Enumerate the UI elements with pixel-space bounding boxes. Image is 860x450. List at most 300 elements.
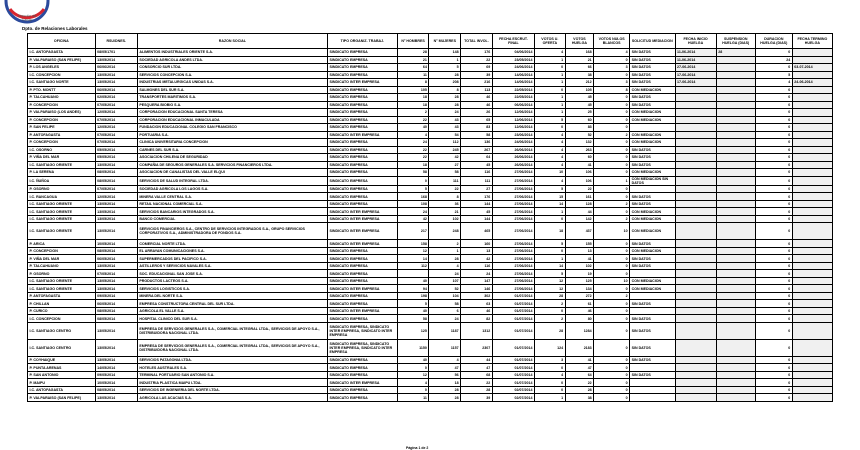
cell-tipo-organiz: SINDICATO INTER EMPRESA	[328, 208, 398, 216]
cell-tipo-organiz: SINDICATO EMPRESA	[328, 161, 398, 169]
cell-votos-nulos: 0	[594, 356, 630, 364]
cell-votos-nulos: 0	[594, 56, 630, 64]
cell-fecha-inicio	[675, 109, 716, 117]
cell-oficina: I.C. CONCEPCION	[28, 71, 96, 79]
cell-fecha-inicio	[675, 169, 716, 177]
table-row	[28, 124, 833, 132]
table-row	[28, 277, 833, 285]
cell-hombres: 40	[397, 277, 429, 285]
cell-votos-nulos: 3	[594, 64, 630, 72]
cell-hombres: 108	[397, 200, 429, 208]
cell-total: 42	[461, 255, 493, 263]
cell-total: 302	[461, 292, 493, 300]
cell-fecha-inicio	[675, 193, 716, 201]
cell-hombres: 11	[397, 394, 429, 402]
cell-fecha-escrut: 06/06/2014	[492, 101, 534, 109]
cell-votos-nulos: 2	[594, 200, 630, 208]
table-row	[28, 131, 833, 139]
cell-votos-oferta: 4	[535, 49, 566, 57]
cell-fecha-termino	[792, 169, 832, 177]
cell-votos-nulos: 1	[594, 176, 630, 185]
cell-solicitud-mediacion: SIN DATOS	[630, 49, 675, 57]
cell-votos-oferta: 0	[535, 124, 566, 132]
cell-votos-nulos: 0	[594, 139, 630, 147]
cell-suspension	[716, 200, 755, 208]
cell-duracion: 0	[755, 64, 792, 72]
cell-oficina: P. CONCEPCION	[28, 101, 96, 109]
cell-razon-social: ALIMENTOS INDUSTRIALES ORIENTE S.A.	[137, 49, 327, 57]
cell-votos-huelga: 41	[565, 356, 594, 364]
cell-tipo-organiz: SINDICATO EMPRESA	[328, 356, 398, 364]
cell-suspension	[716, 262, 755, 270]
cell-tipo-organiz: SINDICATO INTER EMPRESA	[328, 223, 398, 240]
cell-suspension	[716, 193, 755, 201]
cell-suspension	[716, 315, 755, 323]
cell-rsu: 13/05/2014	[95, 223, 137, 240]
cell-votos-huelga: 52	[565, 131, 594, 139]
cell-suspension	[716, 379, 755, 387]
cell-fecha-termino	[792, 339, 832, 356]
cell-tipo-organiz: SINDICATO INTER EMPRESA	[328, 285, 398, 293]
cell-hombres: 4	[397, 379, 429, 387]
cell-mujeres: 28	[429, 394, 461, 402]
cell-duracion: 0	[755, 371, 792, 379]
cell-fecha-inicio	[675, 300, 716, 308]
cell-solicitud-mediacion: SIN DATOS	[630, 71, 675, 79]
cell-tipo-organiz: SINDICATO EMPRESA	[328, 139, 398, 147]
cell-fecha-termino	[792, 379, 832, 387]
cell-votos-oferta: 1	[535, 101, 566, 109]
cell-duracion: 0	[755, 386, 792, 394]
cell-fecha-escrut: 14/06/2014	[492, 71, 534, 79]
cell-fecha-inicio	[675, 339, 716, 356]
cell-fecha-inicio	[675, 292, 716, 300]
cell-oficina: P. TALCAHUANO	[28, 262, 96, 270]
cell-fecha-termino	[792, 94, 832, 102]
cell-razon-social: PRODUCTOS LACTEOS S.A.	[137, 277, 327, 285]
cell-fecha-inicio	[675, 322, 716, 339]
cell-fecha-termino: 24-06-2014	[792, 79, 832, 87]
cell-oficina: I.C. SANTIAGO ORIENTE	[28, 285, 96, 293]
cell-mujeres: 148	[429, 49, 461, 57]
cell-votos-nulos: 4	[594, 49, 630, 57]
cell-fecha-inicio	[675, 208, 716, 216]
cell-suspension	[716, 322, 755, 339]
cell-oficina: P. TALCAHUANO	[28, 94, 96, 102]
cell-suspension	[716, 300, 755, 308]
cell-fecha-escrut: 27/06/2014	[492, 185, 534, 193]
column-header-duracion: DURACION HUELGA (DIAS)	[755, 34, 792, 49]
cell-razon-social: BANCO COMERCIAL	[137, 215, 327, 223]
cell-fecha-inicio	[675, 101, 716, 109]
cell-solicitud-mediacion: CON MEDIACION	[630, 223, 675, 240]
cell-hombres: 24	[397, 139, 429, 147]
cell-mujeres: 21	[429, 208, 461, 216]
cell-total: 111	[461, 176, 493, 185]
cell-fecha-escrut: 02/07/2014	[492, 386, 534, 394]
cell-solicitud-mediacion: SIN DATOS	[630, 146, 675, 154]
cell-rsu: 06/05/2014	[95, 86, 137, 94]
cell-fecha-termino	[792, 109, 832, 117]
cell-fecha-inicio	[675, 379, 716, 387]
table-row	[28, 56, 833, 64]
cell-votos-oferta: 1	[535, 94, 566, 102]
cell-razon-social: SOC. EDUCACIONAL SAN JOSE S.A.	[137, 270, 327, 278]
cell-hombres: 24	[397, 208, 429, 216]
cell-duracion: 0	[755, 49, 792, 57]
cell-fecha-inicio	[675, 371, 716, 379]
cell-mujeres: 43	[429, 116, 461, 124]
cell-oficina: P. ANTOFAGASTA	[28, 131, 96, 139]
cell-rsu: 13/05/2014	[95, 322, 137, 339]
cell-hombres: 12	[397, 247, 429, 255]
cell-total: 176	[461, 193, 493, 201]
cell-votos-nulos: 0	[594, 307, 630, 315]
cell-duracion: 0	[755, 255, 792, 263]
cell-fecha-escrut: 24/06/2014	[492, 64, 534, 72]
table-row	[28, 169, 833, 177]
cell-hombres: 2	[397, 109, 429, 117]
cell-fecha-termino	[792, 270, 832, 278]
cell-votos-oferta: 4	[535, 146, 566, 154]
cell-suspension	[716, 116, 755, 124]
cell-razon-social: ASTILLEROS Y SERVICIOS NAVALES S.A.	[137, 262, 327, 270]
cell-fecha-inicio: 11-06-2014	[675, 56, 716, 64]
cell-hombres: 0	[397, 364, 429, 372]
cell-votos-oferta: 28	[535, 322, 566, 339]
cell-fecha-escrut: 01/07/2014	[492, 300, 534, 308]
cell-rsu: 13/05/2014	[95, 215, 137, 223]
cell-votos-huelga: 61	[565, 300, 594, 308]
cell-total: 64	[461, 154, 493, 162]
cell-votos-oferta: 12	[535, 277, 566, 285]
cell-fecha-escrut: 27/06/2014	[492, 240, 534, 248]
cell-fecha-inicio	[675, 94, 716, 102]
cell-tipo-organiz: SINDICATO EMPRESA	[328, 86, 398, 94]
cell-total: 26	[461, 109, 493, 117]
cell-razon-social: AGRICOLA EL VALLE S.A.	[137, 307, 327, 315]
cell-mujeres: 52	[429, 285, 461, 293]
cell-votos-oferta: 4	[535, 161, 566, 169]
cell-votos-huelga: 38	[565, 71, 594, 79]
cell-fecha-termino	[792, 176, 832, 185]
column-header-fecha-termino: FECHA TERMINO HUELGA	[792, 34, 832, 49]
table-row	[28, 146, 833, 154]
cell-votos-huelga: 106	[565, 169, 594, 177]
cell-total: 39	[461, 71, 493, 79]
cell-hombres: 22	[397, 154, 429, 162]
cell-solicitud-mediacion	[630, 364, 675, 372]
cell-hombres: 40	[397, 356, 429, 364]
cell-duracion: 0	[755, 139, 792, 147]
cell-mujeres: 4	[429, 356, 461, 364]
cell-oficina: I.C. SANTIAGO ORIENTE	[28, 223, 96, 240]
cell-solicitud-mediacion	[630, 394, 675, 402]
cell-votos-oferta: 5	[535, 185, 566, 193]
cell-oficina: I.C. SANTIAGO NORTE	[28, 79, 96, 87]
table-row	[28, 161, 833, 169]
cell-votos-nulos: 2	[594, 131, 630, 139]
cell-hombres: 18	[397, 101, 429, 109]
cell-razon-social: COMPAÑIA DE SEGUROS GENERALES S.A. SERVICIOS FINANCIEROS LTDA.	[137, 161, 327, 169]
cell-votos-nulos: 0	[594, 262, 630, 270]
cell-mujeres: 1187	[429, 322, 461, 339]
cell-votos-huelga: 38	[565, 394, 594, 402]
cell-votos-oferta: 14	[535, 262, 566, 270]
cell-votos-oferta: 18	[535, 223, 566, 240]
cell-mujeres: 6	[429, 307, 461, 315]
cell-total: 28	[461, 386, 493, 394]
cell-oficina: P. OSORNO	[28, 270, 96, 278]
cell-mujeres: 248	[429, 223, 461, 240]
cell-fecha-termino	[792, 255, 832, 263]
cell-suspension	[716, 215, 755, 223]
cell-mujeres: 58	[429, 300, 461, 308]
table-row	[28, 364, 833, 372]
cell-fecha-inicio	[675, 215, 716, 223]
cell-suspension	[716, 292, 755, 300]
cell-oficina: I.C. RANCAGUA	[28, 193, 96, 201]
cell-duracion: 0	[755, 86, 792, 94]
cell-votos-nulos: 0	[594, 300, 630, 308]
table-row	[28, 262, 833, 270]
cell-fecha-inicio	[675, 116, 716, 124]
cell-mujeres: 43	[429, 124, 461, 132]
cell-votos-nulos: 10	[594, 277, 630, 285]
cell-fecha-escrut: 12/06/2014	[492, 116, 534, 124]
column-header-rsu: RSU/DNES.	[95, 34, 137, 49]
cell-fecha-termino	[792, 154, 832, 162]
cell-tipo-organiz: SINDICATO EMPRESA	[328, 292, 398, 300]
cell-votos-nulos: 0	[594, 285, 630, 293]
cell-fecha-termino	[792, 292, 832, 300]
column-header-razon-social: RAZON SOCIAL	[137, 34, 327, 49]
table-row	[28, 315, 833, 323]
cell-hombres: 18	[397, 161, 429, 169]
column-header-votos-oferta: VOTOS U. OFERTA	[535, 34, 566, 49]
cell-solicitud-mediacion: CON MEDIACION	[630, 285, 675, 293]
cell-votos-nulos: 0	[594, 379, 630, 387]
cell-fecha-termino	[792, 146, 832, 154]
cell-fecha-escrut: 23/05/2014	[492, 56, 534, 64]
cell-fecha-termino	[792, 124, 832, 132]
cell-duracion: 0	[755, 379, 792, 387]
cell-votos-huelga: 25	[565, 109, 594, 117]
cell-razon-social: SALMONES DEL SUR S.A.	[137, 86, 327, 94]
cell-tipo-organiz: SINDICATO INTER EMPRESA	[328, 379, 398, 387]
cell-suspension	[716, 255, 755, 263]
cell-total: 2307	[461, 339, 493, 356]
cell-mujeres: 56	[429, 371, 461, 379]
cell-fecha-termino	[792, 215, 832, 223]
cell-fecha-termino	[792, 208, 832, 216]
cell-suspension	[716, 223, 755, 240]
cell-solicitud-mediacion: CON MEDIACION	[630, 169, 675, 177]
cell-razon-social: CORPORACION EDUCACIONAL SANTA TERESA	[137, 109, 327, 117]
cell-solicitud-mediacion: SIN DATOS	[630, 79, 675, 87]
cell-fecha-escrut: 27/06/2014	[492, 255, 534, 263]
cell-fecha-escrut: 01/07/2014	[492, 307, 534, 315]
cell-solicitud-mediacion: CON MEDIACION	[630, 131, 675, 139]
cell-total: 47	[461, 364, 493, 372]
column-header-votos-nulos: VOTOS NULOS BLANCOS	[594, 34, 630, 49]
cell-votos-huelga: 128	[565, 200, 594, 208]
cell-mujeres: 4	[429, 262, 461, 270]
cell-suspension	[716, 139, 755, 147]
cell-suspension: 28	[716, 49, 755, 57]
cell-votos-nulos: 0	[594, 208, 630, 216]
cell-votos-nulos: 0	[594, 247, 630, 255]
cell-total: 44	[461, 356, 493, 364]
cell-votos-huelga: 41	[565, 255, 594, 263]
cell-tipo-organiz: SINDICATO EMPRESA	[328, 193, 398, 201]
cell-rsu: 05/05/2014	[95, 154, 137, 162]
cell-suspension	[716, 364, 755, 372]
cell-mujeres: 111	[429, 176, 461, 185]
department-title: Dpto. de Relaciones Laborales	[22, 26, 88, 31]
table-row	[28, 176, 833, 185]
table-row	[28, 300, 833, 308]
cell-oficina: P. MAIPU	[28, 379, 96, 387]
cell-hombres: 21	[397, 56, 429, 64]
cell-oficina: P. VALPARAISO (SAN FELIPE)	[28, 56, 96, 64]
cell-mujeres: 5	[429, 64, 461, 72]
cell-fecha-escrut: 14/06/2014	[492, 79, 534, 87]
cell-suspension	[716, 240, 755, 248]
cell-votos-oferta: 5	[535, 270, 566, 278]
cell-fecha-inicio: 11-06-2014	[675, 49, 716, 57]
cell-rsu: 12/05/2014	[95, 193, 137, 201]
column-header-total: TOTAL INVOL.	[461, 34, 493, 49]
cell-total: 22	[461, 56, 493, 64]
cell-votos-oferta: 10	[535, 169, 566, 177]
cell-oficina: I.C. ANTOFAGASTA	[28, 386, 96, 394]
cell-fecha-termino	[792, 139, 832, 147]
cell-razon-social: TERMINAL PORTUARIO SAN ANTONIO S.A.	[137, 371, 327, 379]
cell-votos-huelga: 13	[565, 247, 594, 255]
cell-rsu: 06/06/2014	[95, 64, 137, 72]
cell-duracion: 5	[755, 71, 792, 79]
table-row	[28, 185, 833, 193]
cell-razon-social: INDUSTRIA PLASTICA MAIPU LTDA.	[137, 379, 327, 387]
cell-votos-huelga: 142	[565, 215, 594, 223]
cell-fecha-inicio: 17-06-2014	[675, 71, 716, 79]
cell-solicitud-mediacion: SIN DATOS	[630, 255, 675, 263]
cell-votos-huelga: 60	[565, 116, 594, 124]
cell-duracion: 0	[755, 285, 792, 293]
cell-solicitud-mediacion: SIN DATOS	[630, 322, 675, 339]
cell-fecha-escrut: 24/06/2014	[492, 139, 534, 147]
cell-duracion: 0	[755, 356, 792, 364]
cell-mujeres: 2	[429, 240, 461, 248]
cell-votos-huelga: 28	[565, 386, 594, 394]
cell-fecha-termino	[792, 300, 832, 308]
cell-rsu: 13/05/2014	[95, 394, 137, 402]
cell-suspension	[716, 56, 755, 64]
cell-votos-huelga: 66	[565, 64, 594, 72]
table-row	[28, 247, 833, 255]
cell-votos-oferta: 0	[535, 307, 566, 315]
cell-total: 65	[461, 116, 493, 124]
cell-rsu: 13/05/2014	[95, 262, 137, 270]
cell-votos-oferta: 12	[535, 285, 566, 293]
cell-fecha-inicio	[675, 255, 716, 263]
cell-solicitud-mediacion: CON MEDIACION	[630, 86, 675, 94]
cell-votos-huelga: 45	[565, 101, 594, 109]
cell-tipo-organiz: SINDICATO EMPRESA	[328, 94, 398, 102]
cell-rsu: 08/05/2014	[95, 169, 137, 177]
cell-votos-huelga: 105	[565, 86, 594, 94]
cell-tipo-organiz: SINDICATO EMPRESA	[328, 176, 398, 185]
cell-votos-huelga: 46	[565, 307, 594, 315]
cell-hombres: 4	[397, 131, 429, 139]
cell-total: 146	[461, 285, 493, 293]
column-header-solicitud-mediacion: SOLICITUD MEDIACION	[630, 34, 675, 49]
cell-votos-huelga: 83	[565, 124, 594, 132]
table-row	[28, 193, 833, 201]
cell-oficina: P. OSORNO	[28, 185, 96, 193]
cell-duracion: 0	[755, 169, 792, 177]
cell-votos-oferta: 1	[535, 394, 566, 402]
cell-suspension	[716, 277, 755, 285]
cell-mujeres: 8	[429, 193, 461, 201]
cell-suspension	[716, 285, 755, 293]
cell-votos-oferta: 5	[535, 240, 566, 248]
cell-oficina: I.C. SANTIAGO ORIENTE	[28, 200, 96, 208]
cell-suspension	[716, 356, 755, 364]
cell-fecha-escrut: 27/06/2014	[492, 193, 534, 201]
cell-total: 68	[461, 371, 493, 379]
cell-duracion: 0	[755, 364, 792, 372]
column-header-oficina: OFICINA	[28, 34, 96, 49]
cell-oficina: P. SAN FELIPE	[28, 124, 96, 132]
cell-rsu: 13/05/2014	[95, 277, 137, 285]
cell-fecha-termino	[792, 101, 832, 109]
table-row	[28, 49, 833, 57]
cell-tipo-organiz: SINDICATO EMPRESA	[328, 277, 398, 285]
cell-razon-social: HOTELES AUSTRALES S.A.	[137, 364, 327, 372]
table-body	[28, 49, 833, 402]
cell-votos-huelga: 22	[565, 379, 594, 387]
cell-votos-oferta: 4	[535, 131, 566, 139]
cell-votos-oferta: 15	[535, 193, 566, 201]
cell-duracion: 0	[755, 208, 792, 216]
cell-total: 13	[461, 247, 493, 255]
cell-razon-social: MINERA VALLE CENTRAL S.A.	[137, 193, 327, 201]
cell-razon-social: TRANSPORTES MARITIMOS S.A.	[137, 94, 327, 102]
cell-total: 160	[461, 240, 493, 248]
cell-votos-oferta: 3	[535, 356, 566, 364]
cell-solicitud-mediacion: CON MEDIACION	[630, 215, 675, 223]
table-row	[28, 109, 833, 117]
cell-duracion: 0	[755, 315, 792, 323]
cell-duracion: 24	[755, 56, 792, 64]
cell-fecha-inicio	[675, 131, 716, 139]
cell-tipo-organiz: SINDICATO EMPRESA, SINDICATO INTER EMPRESA, SINDICATO INTER EMPRESA	[328, 339, 398, 356]
cell-total: 46	[461, 307, 493, 315]
cell-oficina: P. VIÑA DEL MAR	[28, 154, 96, 162]
cell-rsu: 14/05/2014	[95, 364, 137, 372]
cell-solicitud-mediacion: SIN DATOS	[630, 101, 675, 109]
cell-rsu: 06/05/2014	[95, 300, 137, 308]
cell-razon-social: SERVICIOS DE INGENIERIA DEL NORTE LTDA.	[137, 386, 327, 394]
cell-oficina: I.C. OSORNO	[28, 146, 96, 154]
cell-oficina: P. VALPARAISO (SAN FELIPE)	[28, 394, 96, 402]
cell-oficina: P. PUNTA ARENAS	[28, 364, 96, 372]
table-row	[28, 208, 833, 216]
cell-rsu: 09/05/2014	[95, 292, 137, 300]
cell-total: 27	[461, 185, 493, 193]
